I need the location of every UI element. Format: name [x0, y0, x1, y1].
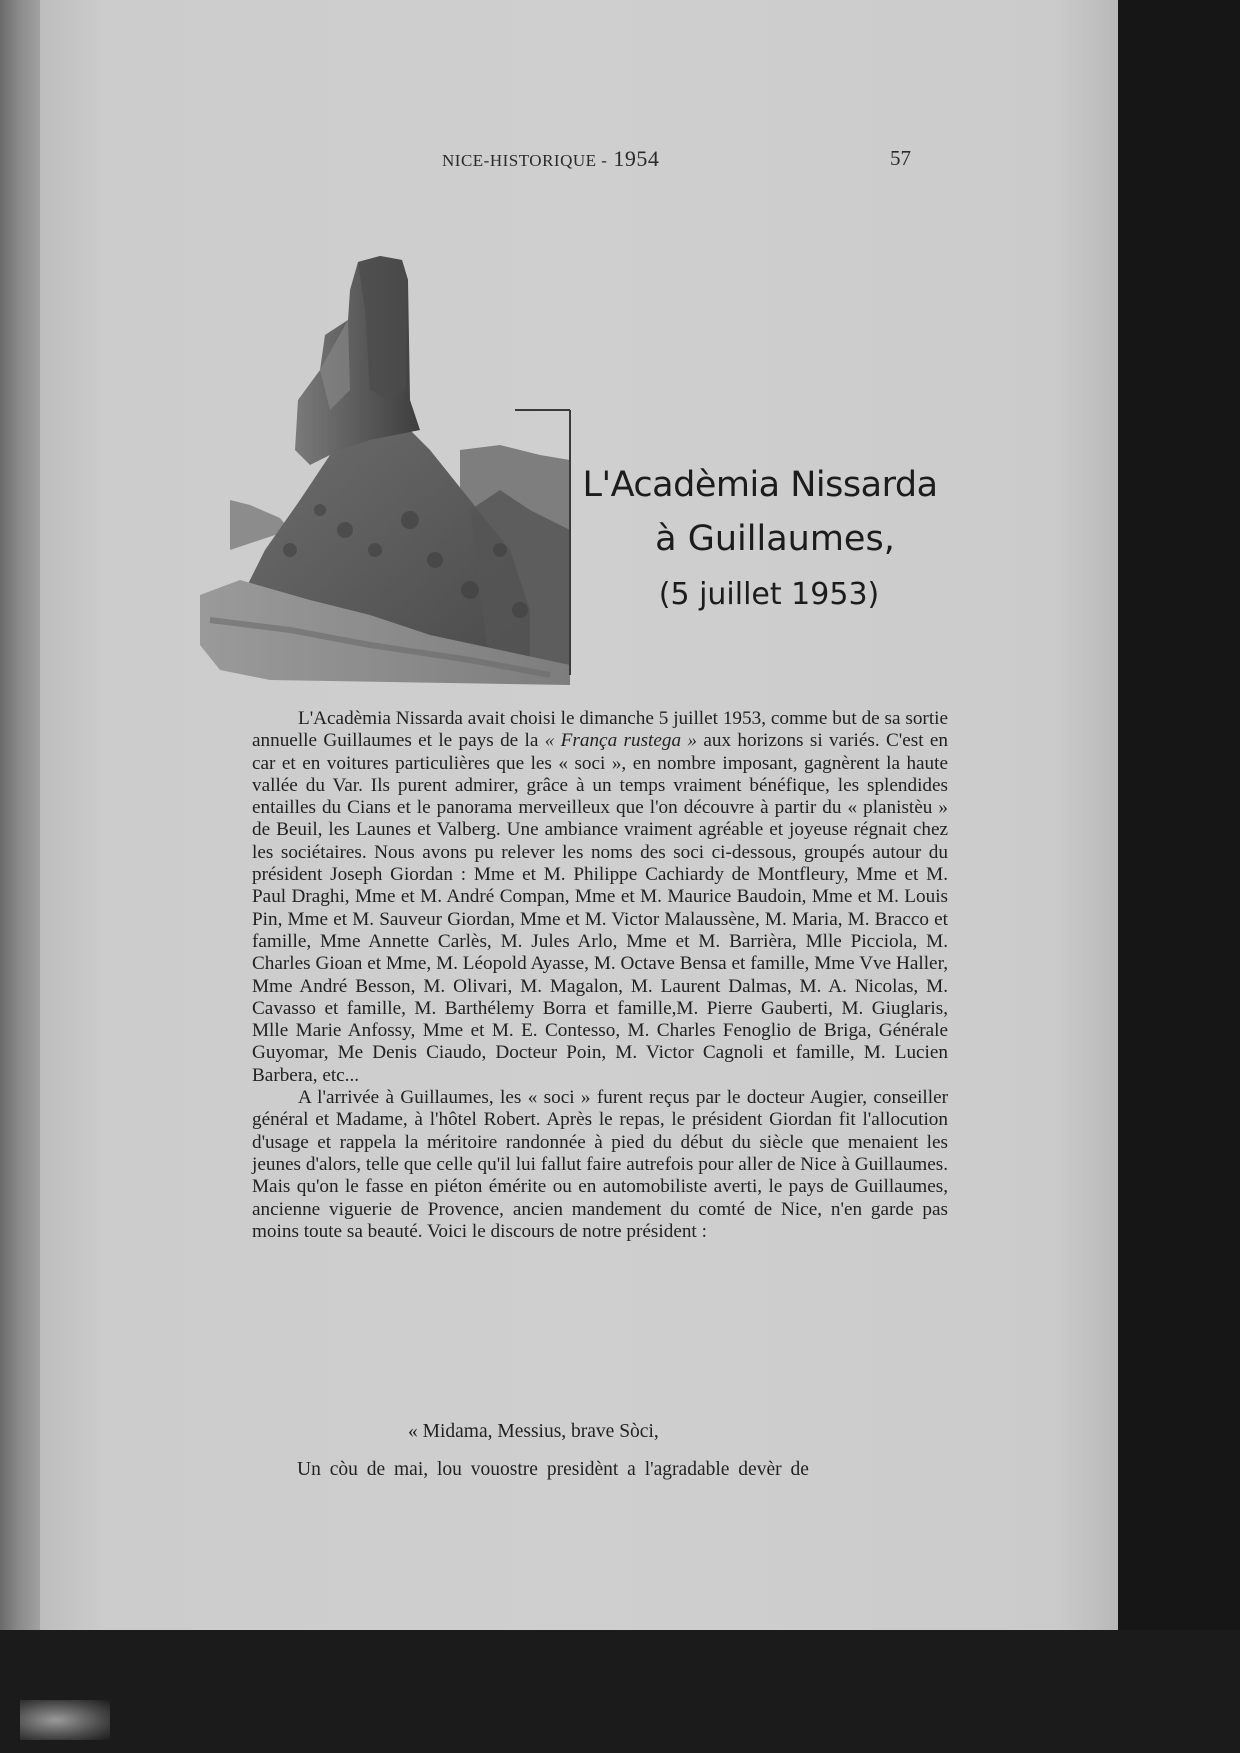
running-year: 1954	[613, 146, 660, 171]
paragraph-2: A l'arrivée à Guillaumes, les « soci » furent reçus par le docteur Augier, conseiller général et Madame, à l'hôtel Robert. Après le repas, le président Giordan fit l'allocution d'usage et rappela la méritoire randonnée à pied du début du siècle que menaient les jeunes d'alors, telle que celle qu'il lui fallut faire autrefois pour aller de Nice à Guillaumes. Mais qu'on le fasse en piéton émérite ou en automobiliste averti, le pays de Guillaumes, ancienne viguerie de Provence, ancien mandement du comté de Nice, n'en garde pas moins toute sa beauté. Voici le discours de notre président :	[252, 1087, 948, 1242]
page-number: 57	[890, 146, 911, 170]
italic-phrase: « França rustega »	[544, 730, 698, 752]
title-date: (5 juillet 1953)	[658, 577, 880, 612]
speech-first-line: Un còu de mai, lou vouostre presidènt a l'agradable devèr de	[297, 1459, 809, 1480]
scan-corner-artifact	[20, 1700, 110, 1740]
title-line-1: L'Acadèmia Nissarda	[582, 465, 938, 505]
paragraph-1: L'Acadèmia Nissarda avait choisi le dimanche 5 juillet 1953, comme but de sa sortie annuelle Guillaumes et le pays de la « França rustega » aux horizons si variés. C'est en car et en voitures particulières que les « soci », en nombre imposant, gagnèrent la haute vallée du Var. Ils purent admirer, grâce à un temps vraiment bénéfique, les splendides entailles du Cians et le panorama merveilleux que l'on découvre à partir du « planistèu » de Beuil, les Launes et Valberg. Une ambiance vraiment agréable et joyeuse régnait chez les sociétaires. Nous avons pu relever les noms des soci ci-dessous, groupés autour du président Joseph Giordan : Mme et M. Philippe Cachiardy de Montfleury, Mme et M. Paul Draghi, Mme et M. André Compan, Mme et M. Maurice Baudoin, Mme et M. Louis Pin, Mme et M. Sauveur Giordan, Mme et M. Victor Malaussène, M. Maria, M. Bracco et famille, Mme Annette Carlès, M. Jules Arlo, Mme et M. Barrièra, Mlle Picciola, M. Charles Gioan et Mme, M. Léopold Ayasse, M. Octave Bensa et famille, Mme Vve Haller, Mme André Besson, M. Olivari, M. Magalon, M. Laurent Dalmas, M. A. Nicolas, M. Cavasso et famille, M. Barthélemy Borra et famille,M. Pierre Gauberti, M. Giuglaris, Mlle Marie Anfossy, Mme et M. E. Contesso, M. Charles Fenoglio de Briga, Générale Guyomar, Me Denis Ciaudo, Docteur Poin, M. Victor Cagnoli et famille, M. Lucien Barbera, etc...	[252, 708, 948, 1086]
castle-ruin-photo	[170, 250, 575, 685]
scan-border-right	[1118, 0, 1240, 1753]
running-title: NICE-HISTORIQUE - 1954	[442, 146, 660, 171]
article-body	[252, 708, 948, 1243]
title-line-2: à Guillaumes,	[655, 519, 895, 559]
page-sheet	[40, 0, 1120, 1630]
speech-salutation: « Midama, Messius, brave Sòci,	[408, 1421, 659, 1442]
scan-border-bottom	[0, 1630, 1240, 1753]
article-title	[560, 465, 960, 612]
